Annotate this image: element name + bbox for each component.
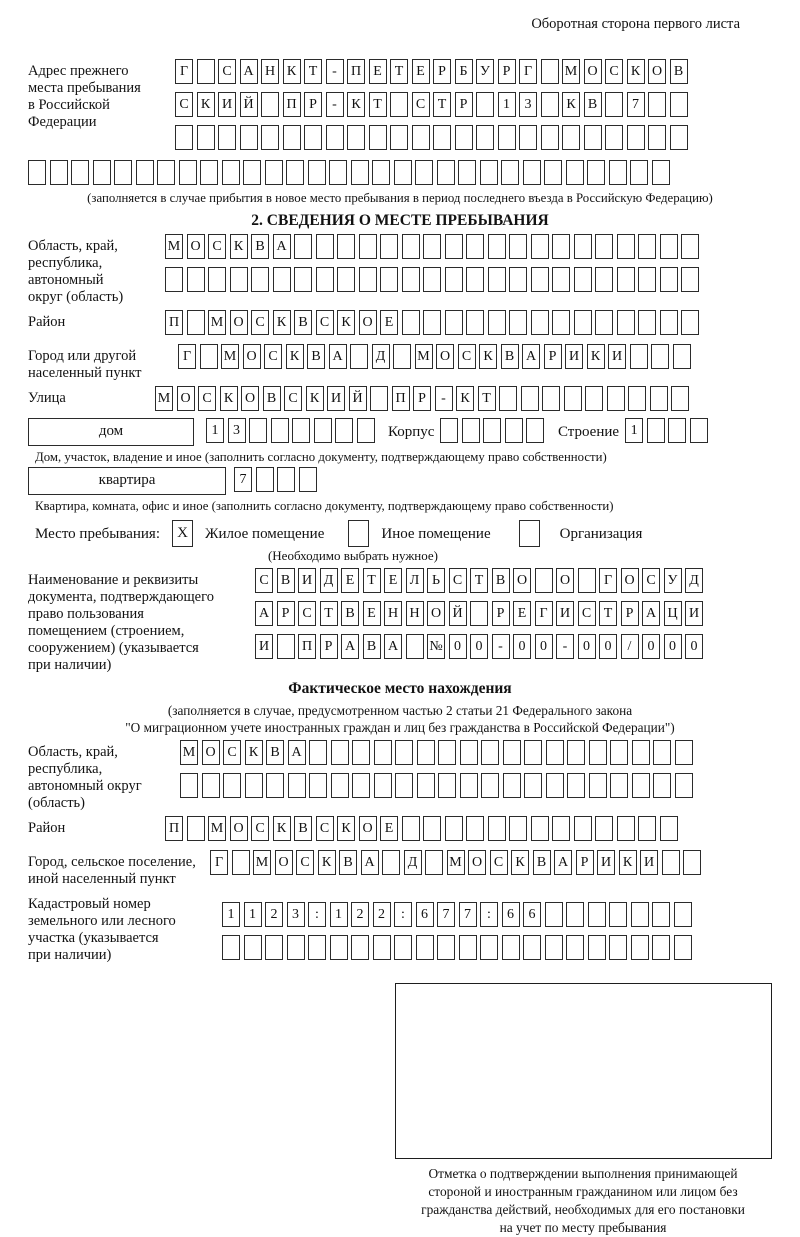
document-grid-row-3: И П Р А В А № 0 0 - 0 0 - 0 0 / 0 0 0 (255, 634, 707, 662)
factual-gorod-grid: Г М О С К В А Д М О С К В А Р И К И (210, 850, 705, 878)
field-factual-raion (28, 816, 772, 846)
option-inoe-label: Иное помещение (381, 526, 491, 542)
kadastr-grid-row-2 (222, 935, 695, 963)
stroenie-grid: 1 (625, 418, 711, 446)
kvartira-box: квартира (28, 467, 226, 495)
factual-header: Фактическое место нахождения (288, 680, 512, 697)
prev-address-label: Адрес прежнего места пребывания в Российской Федерации (28, 63, 141, 130)
option-zhiloe-label: Жилое помещение (205, 526, 325, 542)
checkbox-organizatsiya (519, 520, 540, 547)
factual-oblast-grid-row-1: М О С К В А (180, 740, 696, 768)
prev-address-note: (заполняется в случае прибытия в новое место пребывания в период последнего въезда в Российскую Федерацию) (87, 191, 713, 205)
checkbox-zhiloe-pomeshchenie: X (172, 520, 193, 547)
field-ulitsa (28, 386, 772, 416)
korpus-grid (440, 418, 548, 446)
mesto-note: (Необходимо выбрать нужное) (267, 548, 439, 563)
field-oblast (28, 234, 772, 306)
dom-grid: 1 3 (206, 418, 378, 446)
field-dom-korpus-stroenie (28, 418, 772, 448)
mesto-label: Место пребывания: (35, 526, 160, 542)
gorod-grid: Г М О С К В А Д М О С К В А Р И К И (178, 344, 694, 372)
factual-oblast-grid-row-2 (180, 773, 696, 801)
prev-address-grid-row-3 (175, 125, 691, 153)
field-kadastr (28, 892, 772, 965)
field-prev-address (28, 59, 772, 158)
document-label: Наименование и реквизиты документа, подтверждающего право пользования помещением (строением, сооружением) (указывается при наличии) (28, 572, 214, 673)
factual-gorod-label: Город, сельское поселение, иной населенный пункт (28, 854, 196, 887)
field-raion (28, 310, 772, 340)
stroenie-label: Строение (557, 424, 620, 440)
kvartira-note: Квартира, комната, офис и иное (заполнить согласно документу, подтверждающему право собственности) (35, 499, 614, 513)
factual-note: (заполняется в случае, предусмотренном частью 2 статьи 21 Федерального закона "О миграционном учете иностранных граждан и лиц без гражданства в Российской Федерации") (125, 703, 675, 735)
field-kvartira (28, 467, 772, 497)
raion-label: Район (28, 314, 66, 330)
oblast-label: Область, край, республика, автономный округ (область) (28, 238, 124, 305)
prev-address-grids (175, 59, 691, 158)
oblast-grid-row-1: М О С К В А (165, 234, 703, 262)
field-factual-gorod (28, 850, 772, 888)
page-title: Оборотная сторона первого листа (531, 16, 740, 32)
korpus-label: Корпус (388, 424, 435, 440)
raion-grid: П М О С К В С К О Е (165, 310, 703, 338)
option-organizatsiya-label: Организация (559, 526, 643, 542)
stamp-caption: Отметка о подтверждении выполнения принимающей стороной и иностранным гражданином или лицом без гражданства действий, необходимых для его постановки на учет по месту пребывания (421, 1166, 745, 1235)
kadastr-grid-row-1: 1 1 2 3 : 1 2 2 : 6 7 7 : 6 6 (222, 902, 695, 930)
factual-oblast-label: Область, край, республика, автономный округ (область) (28, 744, 142, 811)
dom-note: Дом, участок, владение и иное (заполнить согласно документу, подтверждающему право собственности) (35, 450, 607, 464)
checkbox-inoe-pomeshchenie (348, 520, 369, 547)
field-gorod (28, 344, 772, 382)
stamp-box (395, 983, 772, 1159)
ulitsa-grid: М О С К О В С К И Й П Р - К Т (155, 386, 693, 414)
prev-address-grid-row-4 (28, 160, 772, 188)
kvartira-grid: 7 (234, 467, 320, 495)
document-grid-row-1: С В И Д Е Т Е Л Ь С Т В О О Г О С У Д (255, 568, 707, 596)
dom-box: дом (28, 418, 194, 446)
ulitsa-label: Улица (28, 390, 66, 406)
section2-header: 2. СВЕДЕНИЯ О МЕСТЕ ПРЕБЫВАНИЯ (251, 212, 549, 229)
field-mesto-prebyvaniya (28, 520, 772, 548)
factual-raion-grid: П М О С К В С К О Е (165, 816, 681, 844)
gorod-label: Город или другой населенный пункт (28, 348, 142, 381)
kadastr-label: Кадастровый номер земельного или лесного участка (указывается при наличии) (28, 896, 176, 963)
factual-raion-label: Район (28, 820, 66, 836)
stamp-area (28, 983, 772, 1237)
field-document (28, 568, 772, 674)
field-factual-oblast (28, 740, 772, 812)
oblast-grid-row-2 (165, 267, 703, 295)
document-grid-row-2: А Р С Т В Е Н Н О Й Р Е Г И С Т Р А Ц И (255, 601, 707, 629)
prev-address-grid-row-2: С К И Й П Р - К Т С Т Р 1 3 К В 7 (175, 92, 691, 120)
prev-address-grid-row-1: Г С А Н К Т - П Е Т Е Р Б У Р Г М О С К О В (175, 59, 691, 87)
